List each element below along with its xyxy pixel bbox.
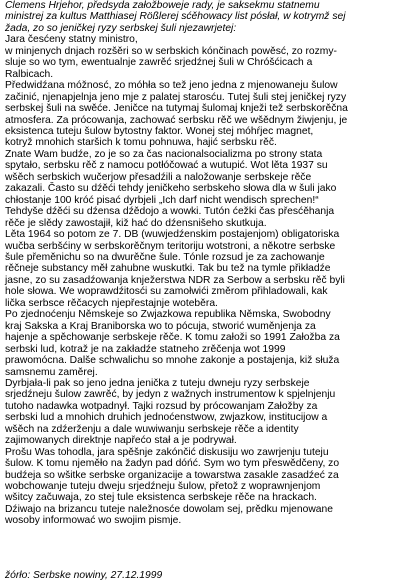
paragraph: Prošu Was tohodla, jara spěšnje zakónčić diskusiju wo zawrjenju tuteju šulow. K tomu njeměło na žadyn pad dóńć. Sym wo tym přeswědčeny, zo budźeja so wšitke serbske organizacije a towarstwa zasakle zasadźeć za wobchowanje tuteju dweju srjedźneju šulow, přetož z woprawnjenjom wšitcy začuwaja, zo stej tule eksistenca serbskeje rěče na hrackach. bbox=[5, 446, 340, 504]
salutation: Jara česćeny statny ministro, bbox=[5, 34, 138, 46]
letter-intro: Clemens Hrjehor, předsyda załožboweje rady, je saksekmu statnemu ministrej za kultus Matthiasej Rößlerej sćěhowacy list pósłał, w kotrymž sej žada, zo so jeničkej ryzy serbskej šuli njezawrjetej: bbox=[5, 0, 346, 34]
paragraph: Dźiwajo na brizancu tuteje naležnosće dowolam sej, prědku mjenowane wosoby informować wo swojim pismje. bbox=[5, 503, 333, 527]
paragraph: Lěta 1964 so potom ze 7. DB (wuwjedźenskim postajenjom) obligatoriska wučba serbšćiny w serbskorěčnym teritoriju wotstroni, a někotre serbske šule přeměnichu so na dwurěčne šule. Tónle rozsud je za zachowanje rěčneje substancy měł zahubne wuskutki. Tak bu tež na tymle přikładźe jasne, zo su zasadźowanja knježerstwa NDR za Serbow a serbsku rěč byli hole słowa. We woprawdźitosći su zamołwići změrom přihladowali, kak lička serbsce rěčacych njepřestajnje woteběra. bbox=[5, 229, 345, 309]
source-citation: žórło: Serbske nowiny, 27.12.1999 bbox=[5, 570, 163, 581]
paragraph: w minjenych dnjach rozšěri so w serbskich kónčinach powěsć, zo rozmy- sluje so wo tym, ewentualnje zawrěć srjedźnej šuli w Chróšćicach a Ralbicach. bbox=[5, 45, 337, 80]
paragraph: Dyrbjała-li pak so jeno jedna jeničkа z tuteju dwneju ryzy serbskeje srjedźneju šulow zawrěć, by jedyn z wažnych instrumentow k spjelnjenju tutoho nadawka wotpadnył. Tajki rozsud by prócowanjam Załožby za serbski lud a mnohich druhich jednoćenstwow, zwjazkow, institucijow a wšěch na zdźerženju a dale wuwiwanju serbskeje rěče a identity zajimowanych direktnje napřećo stał a je podrywał. bbox=[5, 377, 336, 447]
paragraph: Znate Wam budźe, zo je so za čas nacionalsocializma po strony stata spytało, serbsku rěč z namocu potłóčować a wutupić. Wot lěta 1937 su wšěch serbskich wučerjow přesadźili a naložowanje serbskeje rěče zakazali. Často su dźěći tehdy jeničkeho serbskeho słowa dla w šuli jako chłostanje 100 króć pisać dyrbjeli „Ich darf nicht wendisch sprechen!“ Tehdyše dźěći su dźensa dźědojo a wowki. Tutón ćežki čas přesćěhanja rěče je slědy zawostajił, kiž hać do dźensnišeho skutkuja. bbox=[5, 148, 337, 229]
paragraph: Po zjednoćenju Němskeje so Zwjazkowa republika Němska, Swobodny kraj Sakska a Kraj Braniborska wo to pócuja, stworić wuměnjenja za hajenje a spěchowanje serbskeje rěče. K tomu załoži so 1991 Załožba za serbski lud, kotraž je na zakładźe statneho zrěčenja wot 1999 prawomócna. Dalše schwalichu so mnohe zakonje a postajenja, kiž słuža samsnemu zaměrej. bbox=[5, 309, 340, 378]
paragraph: Předwidźana móžnosć, zo móhła so tež jeno jedna z mjenowaneju šulow začinić, njenapjelnja jeno mje z palatej starosću. Tutej šuli stej jeničkej ryzy serbskej šuli na swěće. Jeničce na tutymaj šulomaj knježi tež serbskorěčna atmosfera. Za prócowanja, zachować serbsku rěč we wšědnym žiwjenju, je eksistenca tuteju šulow bytostny faktor. Wonej stej móhŕjec magnet, kotryž mnohich staršich k tomu pohnuwa, hajić serbsku rěč. bbox=[5, 80, 348, 149]
